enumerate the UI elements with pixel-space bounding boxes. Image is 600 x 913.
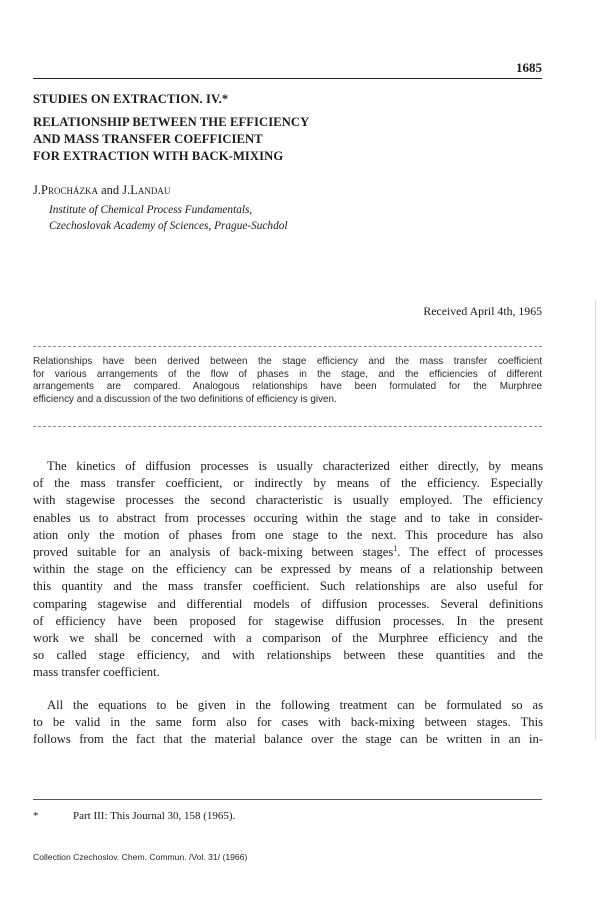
scan-edge-line	[595, 300, 596, 740]
received-date: Received April 4th, 1965	[423, 304, 542, 318]
affiliation-line-1: Institute of Chemical Process Fundamentals,	[49, 204, 253, 216]
body-line: comparing stagewise and differential models of diffusion processes. Several definitions	[33, 596, 543, 611]
reference-marker: 1	[393, 543, 398, 553]
body-line: The kinetics of diffusion processes is usually characterized either directly, by means	[47, 459, 543, 473]
body-line: within the stage on the efficiency can be expressed by means of a relationship between	[33, 562, 543, 577]
body-paragraph-2	[33, 697, 543, 749]
author-2-surname: Landau	[130, 183, 171, 197]
body-line: All the equations to be given in the following treatment can be formulated so as	[47, 698, 543, 712]
body-line: with stagewise processes the second characteristic is usually employed. The efficiency	[33, 493, 543, 508]
body-line-text: proved suitable for an analysis of back-mixing between stages	[33, 545, 394, 560]
body-line: so called stage efficiency, and with relationships between these quantities and the	[33, 648, 543, 663]
body-line: work we shall be concerned with a comparison of the Murphree efficiency and the	[33, 631, 543, 646]
body-line: ation only the motion of phases from one stage to the next. This procedure has also	[33, 527, 543, 542]
authors	[33, 183, 170, 198]
journal-footer: Collection Czechoslov. Chem. Commun. /Vol. 31/ (1966)	[33, 852, 248, 862]
abstract-line-4: efficiency and a discussion of the two definitions of efficiency is given.	[33, 393, 337, 405]
body-line: follows from the fact that the material balance over the stage can be written in an in-	[33, 732, 543, 747]
affiliation-line-2: Czechoslovak Academy of Sciences, Prague-Suchdol	[49, 220, 288, 232]
body-line: this quantity and the mass transfer coefficient. Such relationships are also useful for	[33, 579, 543, 594]
series-title: STUDIES ON EXTRACTION. IV.*	[33, 92, 229, 106]
header-rule	[33, 78, 542, 79]
abstract-bottom-rule	[33, 426, 542, 427]
author-conjunction: and	[97, 183, 123, 197]
affiliation	[49, 202, 288, 234]
page-number: 1685	[516, 60, 542, 75]
body-line-text: . The effect of processes	[397, 545, 543, 560]
footnote-mark: *	[33, 810, 39, 822]
footnote-text: Part III: This Journal 30, 158 (1965).	[73, 810, 236, 822]
body-line: of the mass transfer coefficient, or indirectly by means of the efficiency. Especially	[33, 476, 543, 491]
abstract-line-3: arrangements are compared. Analogous relationships have been formulated for the Murphree	[33, 381, 542, 393]
abstract-line-2: for various arrangements of the flow of phases in the stage, and the efficiencies of different	[33, 368, 542, 380]
body-line: to be valid in the same form also for cases with back-mixing between stages. This	[33, 715, 543, 730]
title-line-1: RELATIONSHIP BETWEEN THE EFFICIENCY	[33, 115, 310, 129]
author-2-initial: J.	[122, 183, 131, 197]
author-1-surname: Procházka	[41, 183, 98, 197]
body-paragraph-1	[33, 458, 543, 682]
footnote-rule	[33, 799, 542, 800]
footnote	[33, 810, 235, 822]
title-line-2: AND MASS TRANSFER COEFFICIENT	[33, 132, 263, 146]
abstract	[33, 356, 542, 406]
body-line: mass transfer coefficient.	[33, 665, 160, 680]
body-line: enables us to abstract from processes occuring within the stage and to take in consider-	[33, 510, 543, 525]
abstract-line-1: Relationships have been derived between the stage efficiency and the mass transfer coefficient	[33, 356, 542, 367]
author-1-initial: J.	[33, 183, 41, 197]
article-title	[33, 91, 543, 165]
body-line-with-reference	[33, 544, 543, 561]
abstract-top-rule	[33, 346, 542, 347]
body-line: of efficiency have been proposed for stagewise diffusion processes. In the present	[33, 613, 543, 628]
title-line-3: FOR EXTRACTION WITH BACK-MIXING	[33, 149, 284, 163]
